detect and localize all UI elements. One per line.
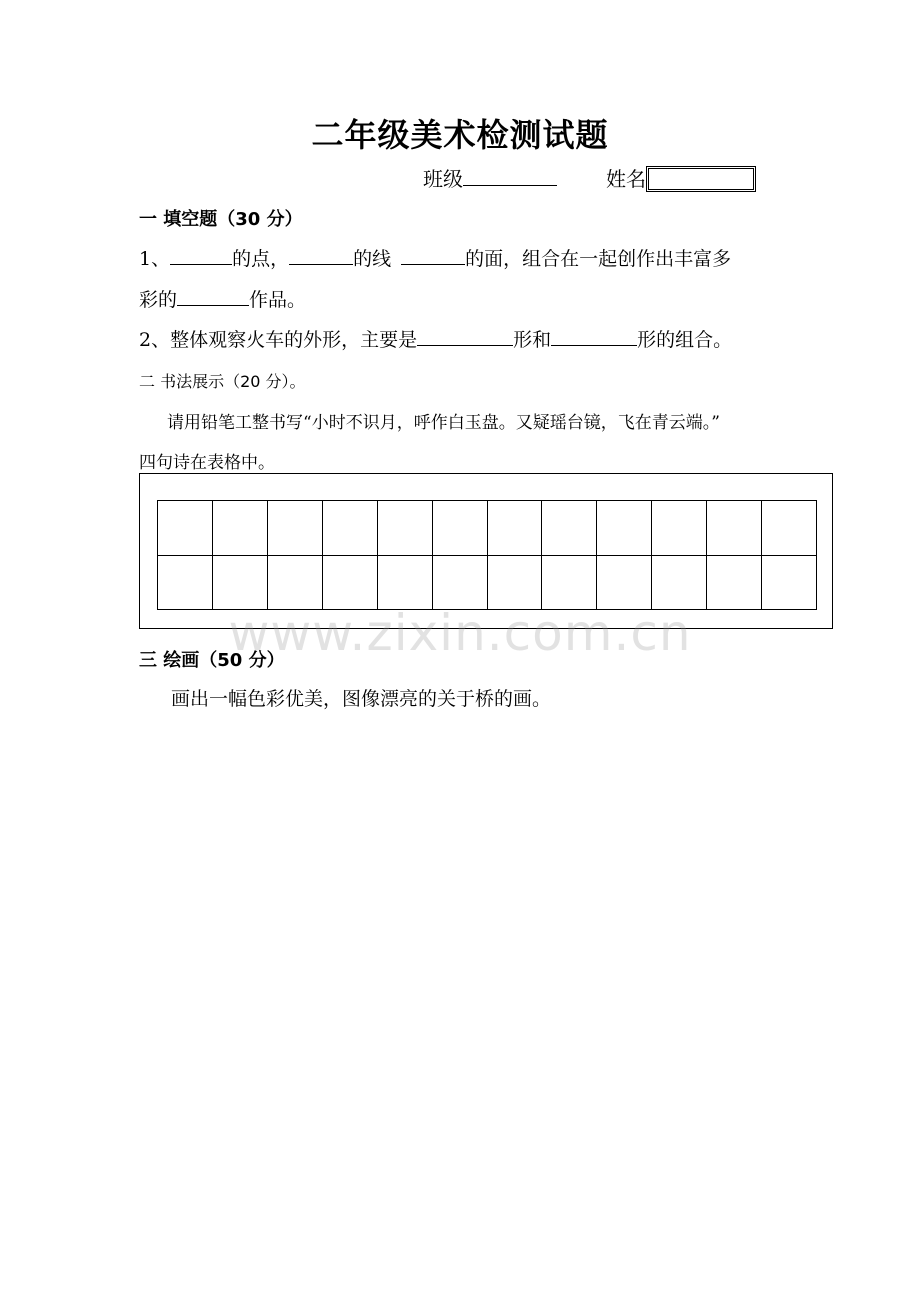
class-label: 班级 (423, 167, 463, 191)
grid-cell[interactable] (268, 556, 323, 611)
q1-text-4: 彩的 (139, 289, 178, 311)
grid-cell[interactable] (213, 556, 268, 611)
grid-cell[interactable] (433, 556, 488, 611)
section3-instruction: 画出一幅色彩优美，图像漂亮的关于桥的画。 (171, 688, 552, 710)
grid-cell[interactable] (378, 556, 433, 611)
q1-blank-3[interactable] (401, 244, 465, 265)
grid-cell[interactable] (542, 501, 597, 556)
section2-instruction: 请用铅笔工整书写“小时不识月，呼作白玉盘。又疑瑶台镜，飞在青云端。” (167, 413, 720, 433)
q1-blank-4[interactable] (177, 285, 249, 306)
grid-cell[interactable] (323, 556, 378, 611)
q1-text-5: 作品。 (249, 289, 307, 311)
q2-text-3: 形的组合。 (637, 329, 733, 351)
q2-blank-1[interactable] (417, 325, 513, 346)
section2-instruction-cont: 四句诗在表格中。 (139, 453, 275, 473)
name-field (606, 163, 756, 192)
class-blank[interactable] (463, 165, 557, 186)
grid-cell[interactable] (652, 556, 707, 611)
question-1-line1 (139, 244, 731, 271)
name-box[interactable] (646, 166, 756, 192)
grid-cell[interactable] (597, 556, 652, 611)
grid-cell[interactable] (268, 501, 323, 556)
page-title: 二年级美术检测试题 (311, 116, 609, 154)
grid-cell[interactable] (488, 501, 543, 556)
question-1-line2 (139, 285, 306, 312)
class-field (423, 163, 557, 192)
grid-cell[interactable] (158, 501, 213, 556)
grid-cell[interactable] (762, 501, 817, 556)
grid-cell[interactable] (378, 501, 433, 556)
calligraphy-grid[interactable] (157, 500, 817, 610)
grid-cell[interactable] (158, 556, 213, 611)
grid-cell[interactable] (488, 556, 543, 611)
q1-text-2: 的线 (353, 248, 392, 270)
name-label: 姓名 (606, 167, 646, 191)
grid-cell[interactable] (542, 556, 597, 611)
grid-cell[interactable] (433, 501, 488, 556)
q2-text-1: 2、整体观察火车的外形，主要是 (139, 329, 418, 351)
section2-heading: 二 书法展示（20 分）。 (139, 372, 306, 391)
question-2 (139, 325, 732, 352)
section1-heading: 一 填空题（30 分） (139, 209, 303, 230)
watermark: www.zixin.com.cn (228, 604, 692, 662)
q1-blank-2[interactable] (289, 244, 353, 265)
grid-cell[interactable] (762, 556, 817, 611)
q1-blank-1[interactable] (170, 244, 232, 265)
q1-text-1: 的点， (232, 248, 290, 270)
q1-text-3: 的面，组合在一起创作出丰富多 (465, 248, 732, 270)
section3-heading: 三 绘画（50 分） (139, 650, 285, 671)
grid-cell[interactable] (213, 501, 268, 556)
grid-cell[interactable] (323, 501, 378, 556)
grid-cell[interactable] (597, 501, 652, 556)
grid-cell[interactable] (652, 501, 707, 556)
q1-number: 1、 (139, 248, 171, 270)
grid-cell[interactable] (707, 501, 762, 556)
q2-blank-2[interactable] (551, 325, 637, 346)
grid-cell[interactable] (707, 556, 762, 611)
q2-text-2: 形和 (513, 329, 552, 351)
